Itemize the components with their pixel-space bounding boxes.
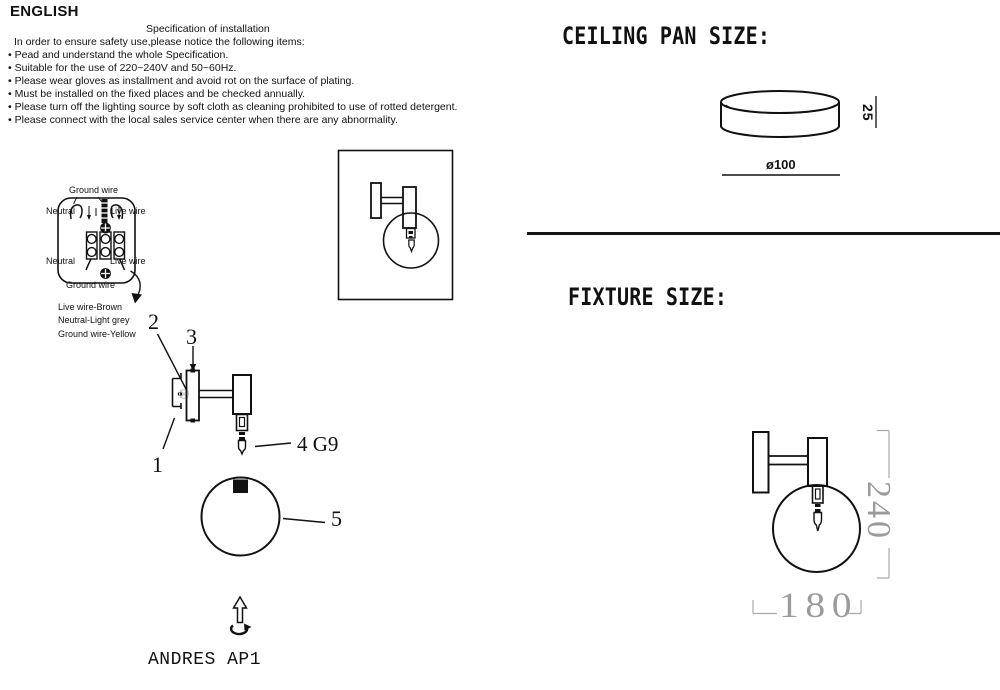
fixture-height-dimension: 240 [860,481,897,541]
ceiling-diameter-dimension: ø100 [766,157,796,172]
spec-item [8,88,305,100]
ceiling-pan-drawing [721,91,876,175]
section-divider [527,232,1000,235]
rotate-arrow-icon [231,624,251,635]
part-number-4: 4 G9 [297,432,339,456]
wiring-legend-ground: Ground wire-Yellow [58,329,136,339]
spec-item [8,114,398,126]
spec-item-text: Pead and understand the whole Specification. [14,49,229,61]
part-number-1: 1 [152,452,163,477]
ground-terminal-icon [100,268,111,279]
part-number-3: 3 [186,324,197,349]
spec-intro: In order to ensure safety use,please notice the following items: [14,36,305,48]
ground-wire-stripe [102,199,108,223]
terminal-block [87,232,125,259]
spec-item [8,101,457,113]
wiring-label-neutral-bottom: Neutral [46,256,76,266]
bullet-icon: • [8,75,12,87]
model-name: ANDRES AP1 [148,650,262,670]
leader-lines [158,334,326,523]
bullet-icon: • [8,49,12,61]
spec-item-text: Please connect with the local sales service center when there are any abnormality. [14,114,398,126]
bullet-icon: • [8,62,12,74]
spec-item [8,49,228,61]
insert-up-arrow-icon [234,597,247,623]
wiring-label-ground-top: Ground wire [69,185,119,195]
spec-item [8,62,236,74]
spec-item-text: Please wear gloves as installment and avoid rot on the surface of plating. [14,75,355,87]
parts-diagram [158,334,326,634]
bullet-icon: • [8,88,12,100]
wiring-legend-live: Live wire-Brown [58,302,123,312]
wiring-label-live-bottom: Live wire [110,256,146,266]
language-heading: ENGLISH [10,3,79,20]
glass-globe [202,478,280,556]
wiring-legend-neutral: Neutral-Light grey [58,315,130,325]
spec-title: Specification of installation [146,23,270,35]
wiring-label-live-top: Live wire [110,206,146,216]
ceiling-pan-title: CEILING PAN SIZE: [562,20,771,51]
wiring-label-ground-bottom: Ground wire [66,280,116,290]
wiring-label-neutral-top: Neutral [46,206,76,216]
spec-item-text: Please turn off the lighting source by soft cloth as cleaning prohibited to use of rotted detergent. [14,101,458,113]
curved-arrow-icon [131,271,143,304]
g9-socket [813,486,824,531]
spec-item-text: Must be installed on the fixed places and be checked annually. [14,88,306,100]
bullet-icon: • [8,101,12,113]
fixture-width-dimension: 180 [779,585,859,625]
spec-item-text: Suitable for the use of 220~240V and 50~60Hz. [14,62,237,74]
assembled-lamp-frame [339,151,453,300]
spec-item [8,75,354,87]
bullet-icon: • [8,114,12,126]
fixture-size-title: FIXTURE SIZE: [568,281,728,312]
part-number-5: 5 [331,506,342,531]
part-number-2: 2 [148,309,159,334]
g9-socket [237,415,248,455]
ceiling-height-dimension: 25 [860,104,876,122]
